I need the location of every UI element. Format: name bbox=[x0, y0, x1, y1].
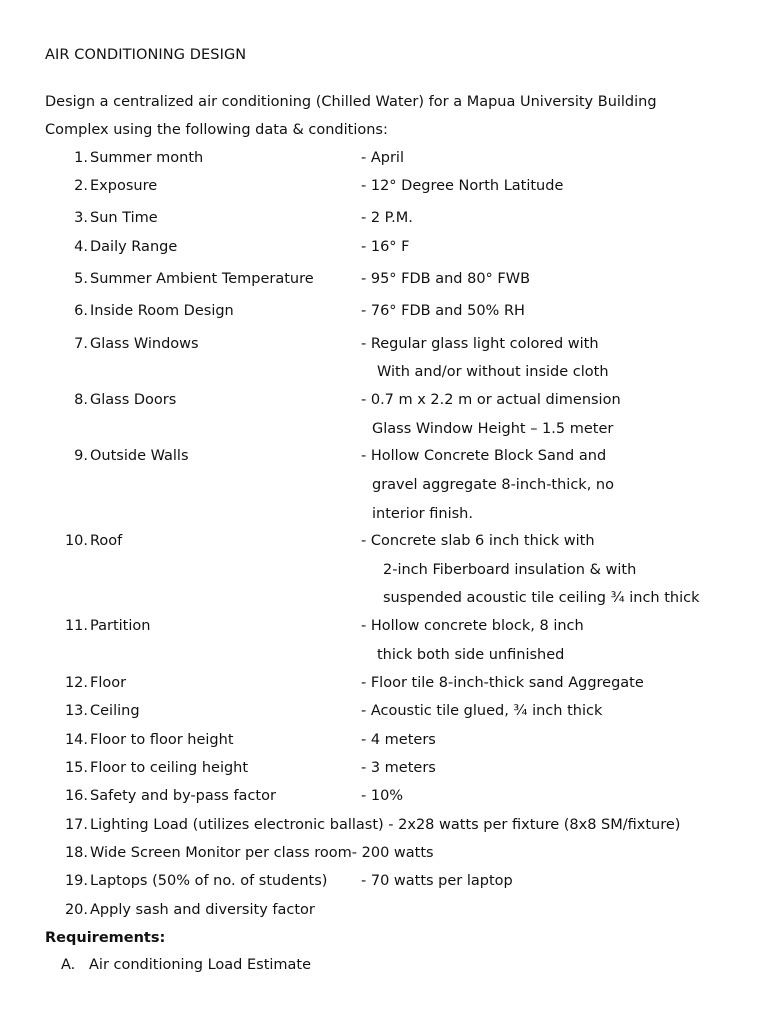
condition-value-continuation: 2-inch Fiberboard insulation & with bbox=[383, 562, 637, 578]
condition-item bbox=[0, 448, 768, 470]
condition-item bbox=[0, 178, 768, 200]
condition-value: - Concrete slab 6 inch thick with bbox=[361, 533, 595, 549]
condition-label: Wide Screen Monitor per class room- 200 watts bbox=[90, 845, 434, 861]
condition-number: 10. bbox=[64, 533, 88, 549]
condition-number: 7. bbox=[74, 336, 88, 352]
condition-label: Floor to ceiling height bbox=[90, 760, 249, 776]
condition-item bbox=[0, 732, 768, 754]
condition-item bbox=[0, 210, 768, 232]
condition-value: - 2 P.M. bbox=[361, 210, 413, 226]
condition-label: Summer Ambient Temperature bbox=[90, 271, 314, 287]
condition-label: Roof bbox=[90, 533, 123, 549]
condition-value: - 10% bbox=[361, 788, 404, 804]
condition-number: 17. bbox=[64, 817, 88, 833]
condition-number: 4. bbox=[74, 239, 88, 255]
condition-label: Sun Time bbox=[90, 210, 158, 226]
condition-number: 12. bbox=[64, 675, 88, 691]
condition-item bbox=[0, 150, 768, 172]
condition-value: - 0.7 m x 2.2 m or actual dimension bbox=[361, 392, 621, 408]
condition-number: 18. bbox=[64, 845, 88, 861]
condition-value: - Hollow concrete block, 8 inch bbox=[361, 618, 584, 634]
condition-label: Floor bbox=[90, 675, 127, 691]
requirements-heading: Requirements: bbox=[45, 930, 166, 946]
condition-item bbox=[0, 675, 768, 697]
condition-value-continuation: interior finish. bbox=[372, 506, 473, 522]
condition-label: Exposure bbox=[90, 178, 158, 194]
condition-item bbox=[0, 873, 768, 895]
condition-item bbox=[0, 703, 768, 725]
condition-value: - Acoustic tile glued, ¾ inch thick bbox=[361, 703, 603, 719]
condition-label: Glass Doors bbox=[90, 392, 177, 408]
requirement-letter: A. bbox=[61, 957, 76, 973]
condition-number: 5. bbox=[74, 271, 88, 287]
condition-item bbox=[0, 392, 768, 414]
condition-label: Daily Range bbox=[90, 239, 178, 255]
condition-number: 2. bbox=[74, 178, 88, 194]
condition-label: Ceiling bbox=[90, 703, 140, 719]
condition-label: Inside Room Design bbox=[90, 303, 234, 319]
condition-value: - Hollow Concrete Block Sand and bbox=[361, 448, 607, 464]
condition-value: - 12° Degree North Latitude bbox=[361, 178, 564, 194]
condition-item bbox=[0, 336, 768, 358]
condition-label: Summer month bbox=[90, 150, 204, 166]
condition-item bbox=[0, 303, 768, 325]
condition-value: - Regular glass light colored with bbox=[361, 336, 599, 352]
condition-item bbox=[0, 533, 768, 555]
condition-value: - Floor tile 8-inch-thick sand Aggregate bbox=[361, 675, 644, 691]
condition-value-continuation: With and/or without inside cloth bbox=[377, 364, 609, 380]
condition-number: 3. bbox=[74, 210, 88, 226]
condition-number: 13. bbox=[64, 703, 88, 719]
condition-value: - 4 meters bbox=[361, 732, 436, 748]
intro-line-2: Complex using the following data & conditions: bbox=[45, 122, 388, 138]
condition-item bbox=[0, 618, 768, 640]
condition-value: - 70 watts per laptop bbox=[361, 873, 513, 889]
condition-label: Outside Walls bbox=[90, 448, 189, 464]
intro-line-1: Design a centralized air conditioning (Chilled Water) for a Mapua University Building bbox=[45, 94, 657, 110]
condition-item bbox=[0, 760, 768, 782]
condition-number: 20. bbox=[64, 902, 88, 918]
condition-item bbox=[0, 788, 768, 810]
condition-number: 9. bbox=[74, 448, 88, 464]
condition-value-continuation: Glass Window Height – 1.5 meter bbox=[372, 421, 614, 437]
condition-value: - 16° F bbox=[361, 239, 410, 255]
condition-number: 1. bbox=[74, 150, 88, 166]
condition-number: 8. bbox=[74, 392, 88, 408]
condition-number: 11. bbox=[64, 618, 88, 634]
condition-value: - 76° FDB and 50% RH bbox=[361, 303, 525, 319]
condition-number: 16. bbox=[64, 788, 88, 804]
condition-number: 14. bbox=[64, 732, 88, 748]
condition-value-continuation: gravel aggregate 8-inch-thick, no bbox=[372, 477, 614, 493]
document-title: AIR CONDITIONING DESIGN bbox=[45, 47, 247, 63]
condition-label: Laptops (50% of no. of students) bbox=[90, 873, 328, 889]
condition-item bbox=[0, 239, 768, 261]
condition-value-continuation: thick both side unfinished bbox=[377, 647, 565, 663]
condition-number: 19. bbox=[64, 873, 88, 889]
condition-number: 6. bbox=[74, 303, 88, 319]
condition-label: Glass Windows bbox=[90, 336, 199, 352]
requirement-text: Air conditioning Load Estimate bbox=[89, 957, 312, 973]
condition-item bbox=[0, 817, 768, 839]
condition-item bbox=[0, 271, 768, 293]
condition-value-continuation: suspended acoustic tile ceiling ¾ inch thick bbox=[383, 590, 700, 606]
condition-value: - 3 meters bbox=[361, 760, 436, 776]
condition-label: Lighting Load (utilizes electronic ballast) - 2x28 watts per fixture (8x8 SM/fixture) bbox=[90, 817, 681, 833]
condition-number: 15. bbox=[64, 760, 88, 776]
condition-item bbox=[0, 845, 768, 867]
condition-value: - 95° FDB and 80° FWB bbox=[361, 271, 531, 287]
condition-value: - April bbox=[361, 150, 404, 166]
condition-label: Floor to floor height bbox=[90, 732, 234, 748]
condition-label: Apply sash and diversity factor bbox=[90, 902, 315, 918]
condition-label: Partition bbox=[90, 618, 151, 634]
condition-item bbox=[0, 902, 768, 924]
condition-label: Safety and by-pass factor bbox=[90, 788, 276, 804]
